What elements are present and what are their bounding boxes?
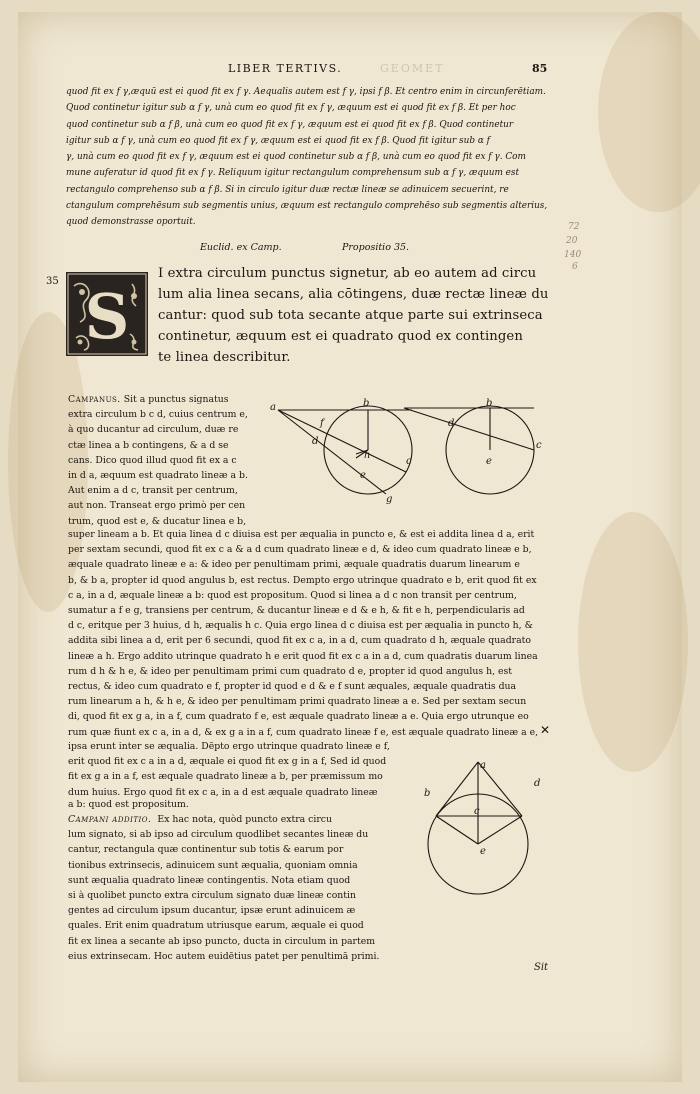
- margin-number: 35: [46, 276, 59, 287]
- text-line: fit ex linea a secante ab ipso puncto, ducta in circulum in partem: [68, 935, 376, 947]
- text-line: mune auferatur id quod fit ex f γ. Reliquum igitur rectangulum comprehensum sub α f γ, æquum est: [66, 168, 520, 179]
- pencil-note: 6: [572, 262, 578, 272]
- point-label: e: [360, 470, 366, 481]
- text-line: continetur, æquum est ei quadrato quod ex contingen: [158, 329, 523, 344]
- text-line: super lineam a b. Et quia linea d c diuisa est per æqualia in puncto e, & est ei addita linea d a, erit: [68, 529, 535, 540]
- text-line: sunt æqualia quadrato lineæ contingentis. Nota etiam quod: [68, 874, 351, 886]
- text-line: à quo ducantur ad circulum, duæ re: [68, 424, 239, 436]
- running-title: LIBER TERTIVS.: [228, 62, 343, 75]
- campanus-label: Campanus.: [68, 394, 121, 405]
- text-line: eius extrinsecam. Hoc autem euidētius patet per penultimā primi.: [68, 950, 380, 962]
- text-line: te linea describitur.: [158, 350, 291, 365]
- pencil-note: 72: [568, 222, 580, 232]
- upper-paragraph: [66, 84, 556, 231]
- text-line: gentes ad circulum ipsum ducantur, ipsæ erunt adinuicem æ: [68, 905, 356, 917]
- text-line: cans. Dico quod illud quod fit ex a c: [68, 454, 237, 466]
- text-line: trum, quod est e, & ducatur linea e b,: [68, 515, 247, 527]
- dropcap-letter: S: [84, 280, 130, 353]
- paper-stain: [578, 512, 688, 772]
- text-line: lum signato, si ab ipso ad circulum quodlibet secantes lineæ du: [68, 829, 369, 841]
- text-line: Aut enim a d c, transit per centrum,: [68, 485, 238, 497]
- point-label: c: [536, 440, 542, 451]
- point-label: b: [486, 398, 493, 409]
- proposition-statement: [158, 263, 548, 368]
- point-label: e: [480, 846, 486, 857]
- additio-label: Campani additio.: [68, 814, 152, 825]
- tangent-line: [436, 762, 478, 816]
- proof-full-column: [68, 527, 538, 740]
- point-label: b: [424, 788, 431, 799]
- text-line: Campanus. Sit a punctus signatus: [68, 394, 229, 405]
- text-line: rum linearum a h, & h e, & ideo per penultimam primi quadrato lineæ a e. Sed per sextam secun: [68, 696, 527, 708]
- point-label: a: [270, 402, 276, 413]
- text-line: cantur, rectangula quæ continentur sub totis & earum por: [68, 844, 344, 856]
- text-line: lineæ a h. Ergo addito utrinque quadrato h e erit quod fit ex c a in a d, cum quadratis duarum linea: [68, 650, 538, 662]
- figure-two-tangents: [418, 758, 546, 896]
- text-line: rum d h & h e, & ideo per penultimam primi cum quadrato d e, propter id quod angulus h, est: [68, 665, 513, 677]
- point-label: g: [386, 494, 393, 505]
- paper-stain: [598, 12, 700, 212]
- text-line: igitur sub α f γ, unà cum eo quod fit ex f γ, æquum est ei quod fit ex f β. Quod fit igitur sub α f: [66, 135, 490, 146]
- text-line: Campani additio. Ex hac nota, quòd puncto extra circu: [68, 814, 332, 825]
- secant-line: [278, 410, 406, 472]
- text-line: ipsa erunt inter se æqualia. Dēpto ergo utrinque quadrato lineæ e f,: [68, 741, 390, 752]
- page-number: 85: [532, 62, 548, 75]
- text-line: lum alia linea secans, alia cōtingens, duæ rectæ lineæ du: [158, 287, 549, 302]
- text-line: di, quod fit ex g a, in a f, cum quadrato f e, est æquale quadrato lineæ a e. Quia ergo utrunque eo: [68, 711, 529, 723]
- pencil-note: 140: [564, 250, 582, 260]
- text-line: d c, eritque per 3 huius, d h, æqualis h c. Quia ergo linea d c diuisa est per æqualia in puncto h, &: [68, 620, 533, 632]
- text-line: tionibus extrinsecis, adinuicem sunt æqualia, quoniam omnia: [68, 859, 358, 871]
- show-through-text: GEOMET: [380, 62, 445, 75]
- text-line: rectus, & ideo cum quadrato e f, propter id quod e d & e f sunt æquales, æquale quadratis dua: [68, 681, 517, 693]
- secant-line: [404, 408, 534, 450]
- text-line: rectangulo comprehenso sub α f β. Si in circulo igitur duæ rectæ lineæ se adinuicem secuerint, re: [66, 184, 509, 195]
- pencil-note: 20: [566, 236, 578, 246]
- point-label: a: [480, 760, 486, 771]
- additio-paragraph: [68, 812, 379, 964]
- text-line: per sextam secundi, quod fit ex c a & a d cum quadrato lineæ e d, & ideo cum quadrato lineæ e b,: [68, 544, 532, 556]
- text-line: quod demonstrasse oportuit.: [66, 217, 196, 228]
- point-label: d: [312, 436, 319, 447]
- text-line: a b: quod est propositum.: [68, 799, 189, 810]
- radius-line: [478, 816, 522, 844]
- figure-secant-tangent: [268, 398, 558, 510]
- text-line: ctæ linea a b contingens, & a d se: [68, 439, 229, 451]
- pointer-mark: ✕: [540, 723, 551, 737]
- point-label: c: [474, 806, 480, 817]
- text-line: aut non. Transeat ergo primò per cen: [68, 500, 246, 512]
- text-line: quod fit ex f γ,æquū est ei quod fit ex f γ. Aequalis autem est f γ, ipsi f β. Et centro enim in circunferētiam.: [66, 87, 546, 97]
- text-line: quod continetur sub α f β, unà cum eo quod fit ex f γ, æquum est ei quod fit ex f β. Quod continetur: [66, 119, 514, 130]
- text-line: æquale quadrato lineæ e a: & ideo per penultimam primi, æquale quadratis duarum linearum e: [68, 559, 520, 571]
- text-line: sumatur a f e g, transiens per centrum, & ducantur lineæ e d & e h, & fit e h, perpendicularis ad: [68, 605, 525, 617]
- point-label: h: [364, 450, 371, 461]
- point-label: f: [320, 418, 324, 429]
- point-label: b: [363, 398, 370, 409]
- proof-narrow-column: [68, 392, 248, 529]
- ornament-icon: [66, 272, 148, 356]
- catchword: Sit: [534, 962, 549, 973]
- text-line: b, & b a, propter id quod angulus b, est rectus. Dempto ergo utrinque quadrato e b, erit quod fit ex: [68, 574, 537, 586]
- decorated-initial: [66, 272, 148, 356]
- radius-line: [436, 816, 478, 844]
- text-line: Quod continetur igitur sub α f γ, unà cum eo quod fit ex f γ, æquum est ei quod fit ex f β. Et per hoc: [66, 103, 516, 114]
- text-line: erit quod fit ex c a in a d, æquale ei quod fit ex g in a f, Sed id quod: [68, 756, 387, 768]
- text-line: si à quolibet puncto extra circulum signato duæ lineæ contin: [68, 890, 356, 902]
- text-line: γ, unà cum eo quod fit ex f γ, æquum est ei quod continetur sub α f β, unà cum eo quod fit ex f γ. Com: [66, 152, 526, 163]
- heading-source: Euclid. ex Camp.: [200, 242, 282, 253]
- point-label: e: [486, 456, 492, 467]
- text-line: ctangulum comprehēsum sub segmentis unius, æquum est rectangulo comprehēso sub segmentis alterius,: [66, 201, 548, 212]
- text-line: addita sibi linea a d, erit per 6 secundi, quod fit ex c a, in a d, cum quadrato d h, æquale quadrato: [68, 635, 532, 647]
- proof-conclusion: [68, 739, 390, 800]
- text-line: dum huius. Ergo quod fit ex c a, in a d est æquale quadrato lineæ: [68, 786, 378, 798]
- text-line: fit ex g a in a f, est æquale quadrato lineæ a b, per præmissum mo: [68, 771, 383, 783]
- text-line: rum quæ fiunt ex c a, in a d, & ex g a in a f, cum quadrato lineæ f e, est æquale quadrato lineæ a e,: [68, 726, 539, 738]
- point-label: d: [448, 418, 455, 429]
- text-line: quales. Erit enim quadratum utriusque earum, æquale ei quod: [68, 920, 364, 932]
- heading-proposition: Propositio 35.: [342, 242, 410, 253]
- point-label: c: [406, 456, 412, 467]
- text-line: cantur: quod sub tota secante atque parte sui extrinseca: [158, 308, 543, 323]
- text-line: I extra circulum punctus signetur, ab eo autem ad circu: [158, 266, 537, 281]
- text-line: c a, in a d, æquale lineæ a b: quod est propositum. Quod si linea a d c non transit per centrum,: [68, 589, 517, 601]
- point-label: d: [534, 778, 541, 789]
- text-line: in d a, æquum est quadrato lineæ a b.: [68, 470, 248, 482]
- text-line: extra circulum b c d, cuius centrum e,: [68, 409, 248, 421]
